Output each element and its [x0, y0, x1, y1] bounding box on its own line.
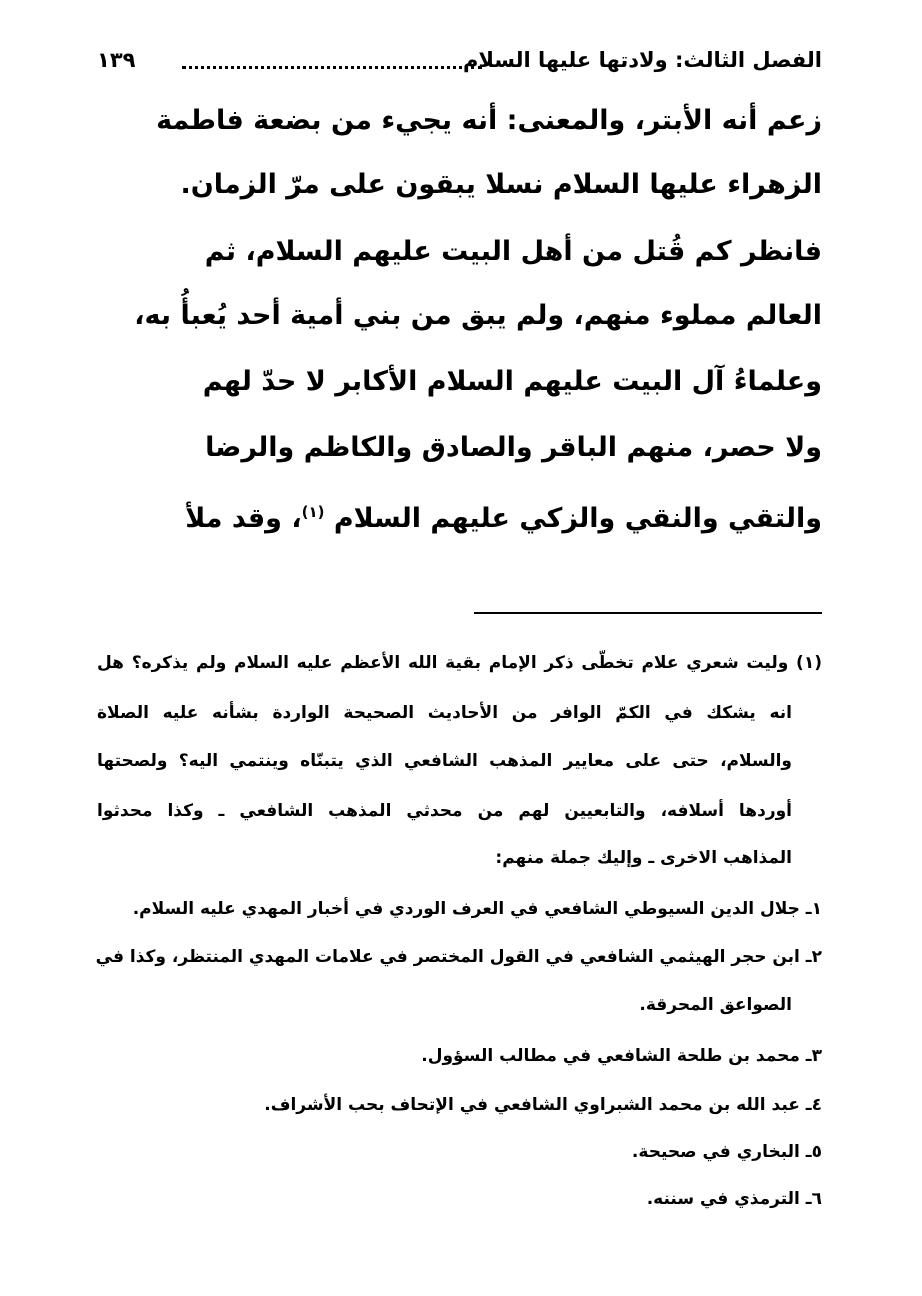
body-line-5: وعلماءُ آل البيت عليهم السلام الأكابر لا حدّ لهم [202, 366, 822, 397]
body-line-4: العالم مملوء منهم، ولم يبق من بني أمية أحد يُعبأُ به، [134, 300, 822, 331]
source-item-3: ٣ـ محمد بن طلحة الشافعي في مطالب السؤول. [421, 1046, 822, 1066]
body-line-6: ولا حصر، منهم الباقر والصادق والكاظم والرضا [205, 432, 822, 463]
footnote-marker[interactable]: (١) [301, 503, 325, 521]
source-item-6: ٦ـ الترمذي في سننه. [646, 1189, 822, 1209]
source-item-1: ١ـ جلال الدين السيوطي الشافعي في العرف الوردي في أخبار المهدي عليه السلام. [132, 899, 822, 919]
page-number: ١٣٩ [97, 48, 136, 72]
body-line-7-start: والتقي والنقي والزكي عليهم السلام [333, 503, 822, 534]
body-line-7-end: ، وقد ملأ [185, 503, 302, 534]
chapter-title: الفصل الثالث: ولادتها عليها السلام [462, 48, 822, 72]
source-item-4: ٤ـ عبد الله بن محمد الشبراوي الشافعي في الإتحاف بحب الأشراف. [264, 1095, 822, 1115]
footnote-line-3: والسلام، حتى على معايير المذهب الشافعي الذي يتبنّاه وينتمي اليه؟ ولصحتها [97, 751, 792, 771]
running-header [97, 40, 822, 80]
body-line-7 [185, 492, 822, 539]
footnote-line-1: (١) وليت شعري علام تخطّى ذكر الإمام بقية الله الأعظم عليه السلام ولم يذكره؟ هل [97, 653, 822, 673]
leader-dots [182, 66, 482, 69]
body-line-3: فانظر كم قُتل من أهل البيت عليهم السلام، ثم [204, 236, 822, 267]
source-item-2-cont: الصواعق المحرقة. [639, 995, 792, 1015]
footnote-separator [474, 612, 822, 614]
body-line-1: زعم أنه الأبتر، والمعنى: أنه يجيء من بضعة فاطمة [156, 105, 822, 136]
footnote-line-4: أوردها أسلافه، والتابعيين لهم من محدثي المذهب الشافعي ـ وكذا محدثوا [97, 801, 792, 821]
footnote-line-5: المذاهب الاخرى ـ وإليك جملة منهم: [495, 848, 792, 868]
source-item-2: ٢ـ ابن حجر الهيثمي الشافعي في القول المختصر في علامات المهدي المنتظر، وكذا في [95, 947, 822, 967]
footnote-line-2: انه يشكك في الكمّ الوافر من الأحاديث الصحيحة الواردة بشأنه عليه الصلاة [97, 703, 792, 723]
source-item-5: ٥ـ البخاري في صحيحة. [631, 1142, 822, 1162]
body-line-2: الزهراء عليها السلام نسلا يبقون على مرّ الزمان. [180, 169, 822, 200]
